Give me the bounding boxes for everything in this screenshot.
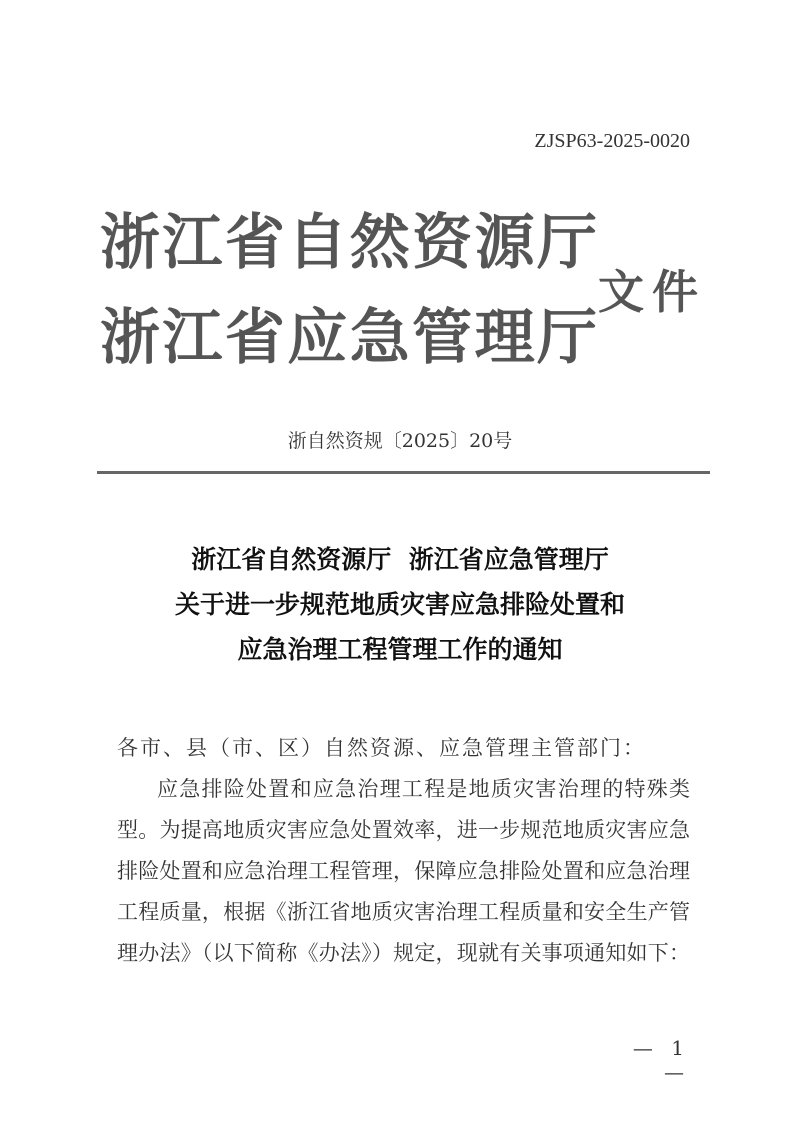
issuer-line-1: 浙江省自然资源厅 (100, 208, 597, 278)
body-line: 应急排险处置和应急治理工程是地质灾害治理的特殊类 (157, 777, 690, 801)
document-number: 浙自然资规〔2025〕20号 (287, 430, 513, 452)
body-line: 理办法》（以下简称《办法》）规定，现就有关事项通知如下： (117, 941, 690, 965)
header-suffix: 文件 (598, 265, 698, 319)
issuer-line-2: 浙江省应急管理厅 (100, 303, 597, 373)
title-line-3: 应急治理工程管理工作的通知 (237, 635, 563, 664)
body-line: 排险处置和应急治理工程管理，保障应急排险处置和应急治理 (117, 859, 690, 883)
document-code: ZJSP63-2025-0020 (534, 130, 690, 152)
body-line: 型。为提高地质灾害应急处置效率，进一步规范地质灾害应急 (117, 818, 690, 842)
salutation: 各市、县（市、区）自然资源、应急管理主管部门： (117, 736, 646, 760)
header-divider (97, 471, 710, 474)
body-line: 工程质量，根据《浙江省地质灾害治理工程质量和安全生产管 (117, 900, 690, 924)
title-line-2: 关于进一步规范地质灾害应急排险处置和 (174, 590, 625, 619)
page-number: — 1 — (632, 1036, 690, 1084)
title-line-1: 浙江省自然资源厅 浙江省应急管理厅 (191, 545, 609, 574)
